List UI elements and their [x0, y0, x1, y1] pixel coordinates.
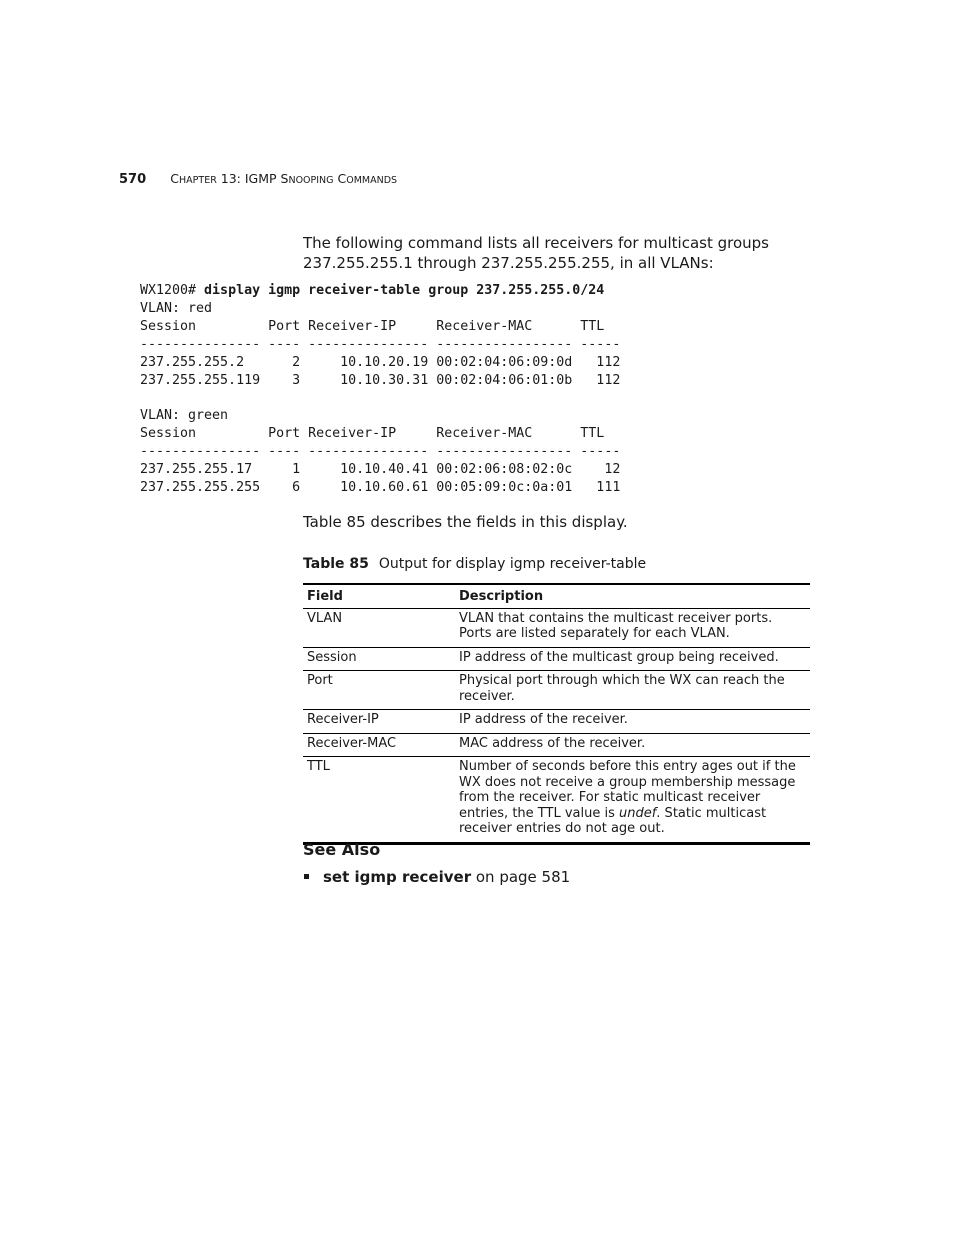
field-name: Session: [303, 647, 455, 671]
table-row: [303, 757, 810, 844]
see-also-link[interactable]: set igmp receiver: [323, 868, 472, 886]
table-reference: Table 85 describes the fields in this display.: [303, 513, 628, 531]
table-row: [303, 710, 810, 734]
table-number: Table 85: [303, 556, 369, 572]
table-row: [303, 608, 810, 647]
cli-output: VLAN: red Session Port Receiver-IP Receiver-MAC TTL --------------- ---- --------------- ----------------- ----- 237.255.255.2 2 10.10.20.19 00:02:04:06:09:0d 112 237.255.255.119 3 10.10.30.31 00:02:04:06:01:0b 112 VLAN: green Session Port Receiver-IP Receiver-MAC TTL --------------- ---- --------------- ----------------- ----- 237.255.255.17 1 10.10.40.41 00:02:06:08:02:0c 12 237.255.255.255 6 10.10.60.61 00:05:09:0c:0a:01 111: [140, 300, 621, 495]
fields-table: [303, 583, 810, 845]
intro-paragraph: The following command lists all receivers for multicast groups 237.255.255.1 through 237.255.255.255, in all VLANs:: [303, 234, 769, 272]
table-header-row: [303, 584, 810, 608]
cli-command: display igmp receiver-table group 237.255.255.0/24: [204, 283, 605, 298]
field-name: Receiver-MAC: [303, 733, 455, 757]
table-row: [303, 647, 810, 671]
field-description: IP address of the multicast group being received.: [455, 647, 810, 671]
command-example: [140, 282, 620, 497]
header-description: Description: [455, 584, 810, 608]
field-description: IP address of the receiver.: [455, 710, 810, 734]
field-description: VLAN that contains the multicast receiver ports. Ports are listed separately for each VLAN.: [455, 608, 810, 647]
table-caption: [303, 556, 646, 572]
field-description: Physical port through which the WX can reach the receiver.: [455, 671, 810, 710]
see-also-item: [304, 868, 570, 886]
field-name: VLAN: [303, 608, 455, 647]
field-name: Port: [303, 671, 455, 710]
ttl-description-start: Number of seconds before this entry ages out if the WX does not receive a group membership message from the receiver. For static multicast receiver entries, the TTL value is: [459, 759, 796, 821]
header-field: Field: [303, 584, 455, 608]
field-description: [455, 757, 810, 844]
field-name: TTL: [303, 757, 455, 844]
table-row: [303, 671, 810, 710]
running-header: [119, 171, 397, 187]
bullet-square-icon: [304, 874, 309, 879]
ttl-undef-term: undef: [618, 805, 657, 821]
ttl-description-end: . Static multicast receiver entries do not age out.: [459, 805, 767, 836]
see-also-heading: See Also: [303, 840, 381, 859]
table-title: Output for display igmp receiver-table: [378, 556, 647, 572]
table-row: [303, 733, 810, 757]
field-description: MAC address of the receiver.: [455, 733, 810, 757]
see-also-page-ref: on page 581: [471, 868, 571, 886]
field-name: Receiver-IP: [303, 710, 455, 734]
cli-prompt: WX1200#: [140, 283, 205, 298]
chapter-title: CHAPTER 13: IGMP SNOOPING COMMANDS: [170, 171, 398, 186]
page-number: 570: [119, 172, 147, 187]
